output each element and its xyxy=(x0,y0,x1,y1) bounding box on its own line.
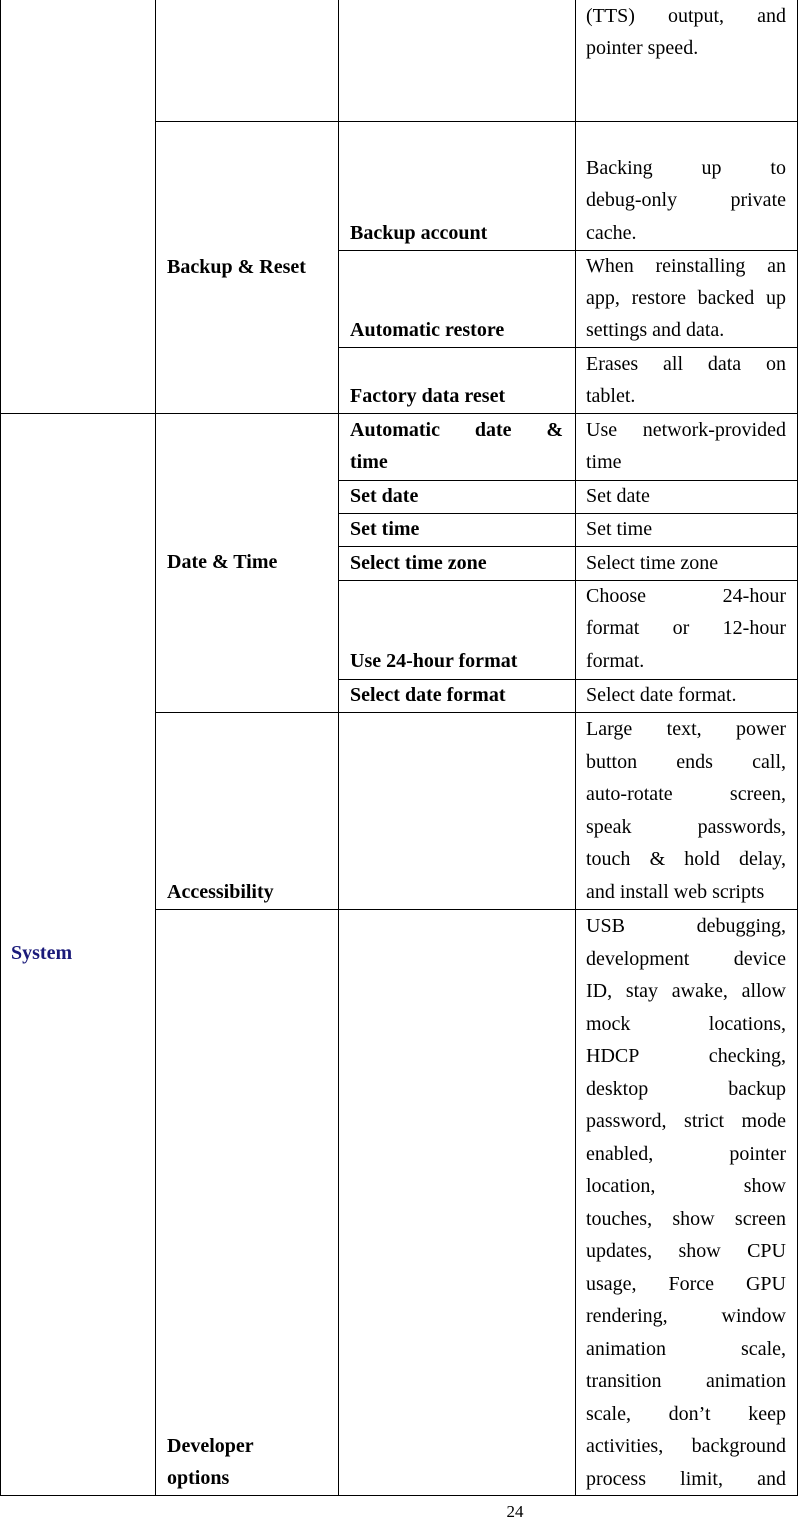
tts-line-1: (TTS) output, and xyxy=(586,5,786,27)
select-date-format-label: Select date format xyxy=(350,684,506,706)
developer-desc-line: development device xyxy=(586,947,786,970)
backup-reset-label: Backup & Reset xyxy=(167,256,306,278)
col-line-2 xyxy=(338,0,339,1496)
select-date-format-desc: Select date format. xyxy=(586,684,737,706)
developer-label: options xyxy=(167,1467,230,1489)
use-24-label: Use 24-hour format xyxy=(350,650,518,672)
set-time-label: Set time xyxy=(350,518,420,540)
accessibility-desc: Large text, power xyxy=(586,718,786,740)
backup-account-desc: Backing up to xyxy=(586,157,786,179)
accessibility-desc: and install web scripts xyxy=(586,881,765,903)
developer-desc xyxy=(586,910,786,1495)
developer-desc-line: mock locations, xyxy=(586,1012,786,1035)
select-tz-desc: Select time zone xyxy=(586,552,719,574)
use-24-desc: Choose 24-hour xyxy=(586,585,786,607)
automatic-restore-label: Automatic restore xyxy=(350,319,505,341)
accessibility-label: Accessibility xyxy=(167,881,274,903)
use-24-desc: format. xyxy=(586,650,645,672)
set-date-label: Set date xyxy=(350,485,419,507)
select-tz-label: Select time zone xyxy=(350,552,487,574)
developer-desc-line: desktop backup xyxy=(586,1077,786,1100)
factory-reset-label: Factory data reset xyxy=(350,385,506,407)
automatic-restore-desc: When reinstalling an xyxy=(586,255,786,277)
accessibility-desc: auto-rotate screen, xyxy=(586,783,786,805)
developer-desc-line: transition animation xyxy=(586,1370,786,1392)
accessibility-desc: speak passwords, xyxy=(586,816,786,838)
row-line xyxy=(155,121,798,122)
developer-desc-line: animation scale, xyxy=(586,1337,786,1360)
backup-account-desc: debug-only private xyxy=(586,189,786,211)
developer-desc-line: touches, show screen xyxy=(586,1207,786,1230)
developer-desc-line: ID, stay awake, allow xyxy=(586,980,786,1002)
developer-desc-line: HDCP checking, xyxy=(586,1045,786,1067)
developer-desc-line: usage, Force GPU xyxy=(586,1272,786,1295)
developer-desc-line: process limit, and xyxy=(586,1467,786,1490)
developer-desc-line: activities, background xyxy=(586,1435,786,1457)
automatic-restore-desc: settings and data. xyxy=(586,319,725,341)
developer-desc-line: location, show xyxy=(586,1175,786,1197)
developer-desc-line: scale, don’t keep xyxy=(586,1402,786,1425)
auto-date-desc: Use network-provided xyxy=(586,419,786,441)
row-line xyxy=(0,1495,798,1496)
border-left xyxy=(0,0,1,1496)
system-label: System xyxy=(11,942,73,964)
developer-desc-line: updates, show CPU xyxy=(586,1240,786,1262)
backup-account-label: Backup account xyxy=(350,222,488,244)
developer-desc-line: USB debugging, xyxy=(586,915,786,937)
factory-reset-desc: tablet. xyxy=(586,385,636,407)
developer-desc-line: rendering, window xyxy=(586,1305,786,1327)
auto-date-label: Automatic date & xyxy=(350,419,563,441)
accessibility-desc: button ends call, xyxy=(586,751,786,773)
set-time-desc: Set time xyxy=(586,518,653,540)
auto-date-desc: time xyxy=(586,451,622,473)
tts-line-2: pointer speed. xyxy=(586,37,699,59)
set-date-desc: Set date xyxy=(586,485,650,507)
auto-date-label: time xyxy=(350,451,388,473)
backup-account-desc: cache. xyxy=(586,222,637,244)
col-line-1 xyxy=(155,0,156,1496)
automatic-restore-desc: app, restore backed up xyxy=(586,287,786,309)
page-number: 24 xyxy=(506,1502,524,1521)
developer-desc-line: password, strict mode xyxy=(586,1110,786,1132)
developer-label: Developer xyxy=(167,1435,254,1457)
factory-reset-desc: Erases all data on xyxy=(586,353,786,375)
use-24-desc: format or 12-hour xyxy=(586,617,786,639)
date-time-label: Date & Time xyxy=(167,551,278,573)
developer-desc-line: enabled, pointer xyxy=(586,1142,786,1165)
accessibility-desc: touch & hold delay, xyxy=(586,848,786,870)
col-line-3 xyxy=(575,0,576,1496)
